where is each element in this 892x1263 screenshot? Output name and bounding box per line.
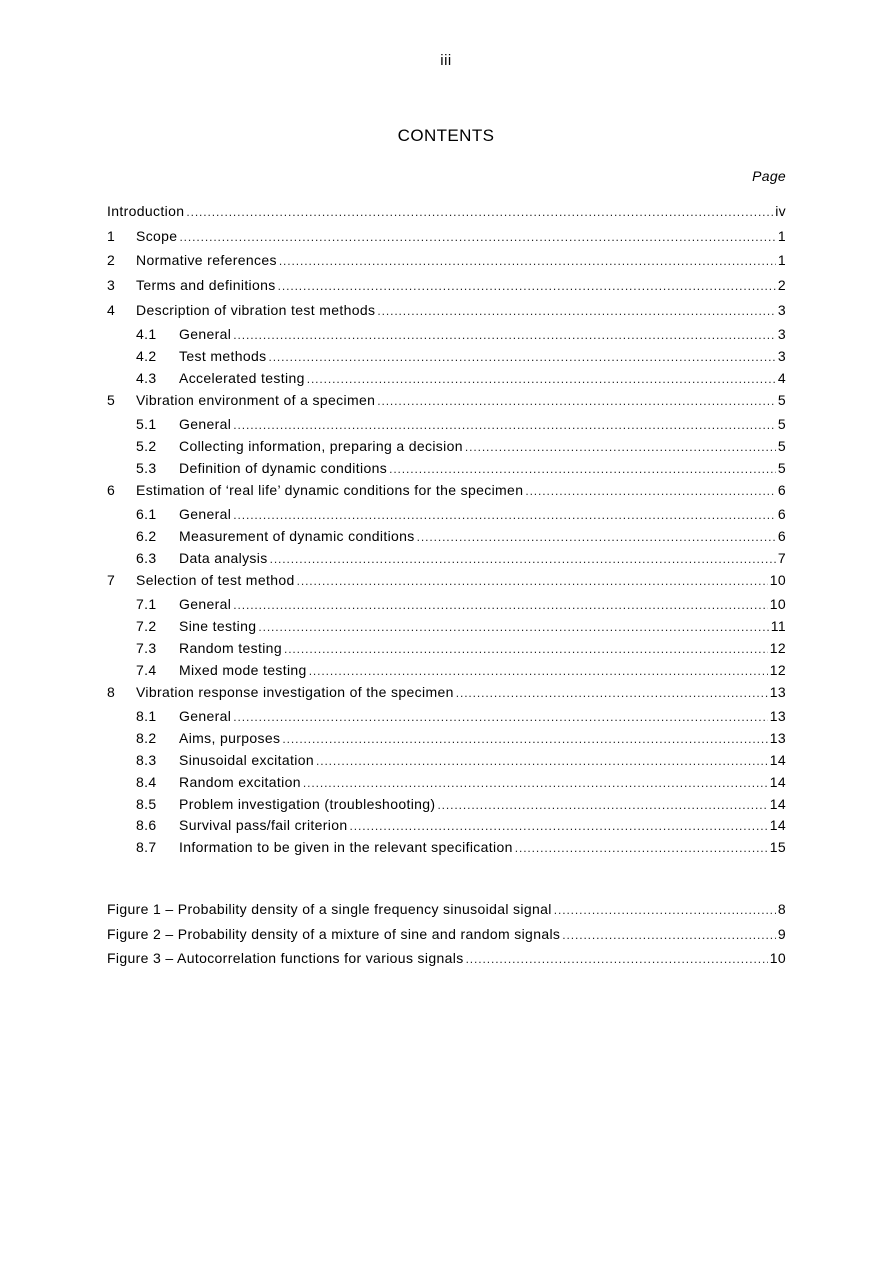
toc-entry[interactable]	[107, 639, 786, 657]
dot-leader	[233, 415, 776, 429]
figure-list-entry[interactable]	[107, 925, 786, 943]
toc-entry-page: 11	[770, 618, 786, 634]
toc-entry[interactable]	[107, 276, 786, 294]
toc-entry-title: Vibration response investigation of the specimen	[136, 684, 454, 700]
toc-entry[interactable]	[107, 617, 786, 635]
dot-leader	[417, 527, 776, 541]
dot-leader	[562, 925, 776, 939]
toc-entry-page: 12	[769, 640, 786, 656]
figure-list-entry[interactable]	[107, 900, 786, 918]
toc-entry[interactable]	[107, 816, 786, 834]
dot-leader	[377, 391, 776, 405]
toc-entry-title: General	[179, 326, 232, 342]
dot-leader	[309, 661, 768, 675]
toc-entry-title: General	[179, 708, 232, 724]
toc-entry[interactable]	[107, 459, 786, 477]
toc-entry[interactable]	[107, 391, 786, 409]
toc-entry-title: Random excitation	[179, 774, 301, 790]
toc-entry[interactable]	[107, 251, 786, 269]
toc-entry-number: 4.2	[136, 348, 157, 364]
toc-entry-title: Scope	[136, 228, 178, 244]
toc-entry-page: 3	[777, 348, 786, 364]
toc-entry-page: 10	[769, 572, 786, 588]
toc-entry[interactable]	[107, 838, 786, 856]
toc-entry-number: 8.3	[136, 752, 157, 768]
toc-entry-page: 1	[777, 252, 786, 268]
toc-entry-title: General	[179, 506, 232, 522]
toc-entry-page: 6	[777, 506, 786, 522]
dot-leader	[303, 773, 768, 787]
dot-leader	[437, 795, 767, 809]
page-column-label: Page	[752, 168, 786, 184]
toc-entry-page: 6	[777, 528, 786, 544]
toc-entry-page: 6	[777, 482, 786, 498]
toc-entry-title: Sine testing	[179, 618, 257, 634]
toc-entry-title: Selection of test method	[136, 572, 295, 588]
toc-entry-page: 7	[777, 550, 786, 566]
toc-entry[interactable]	[107, 415, 786, 433]
toc-entry[interactable]	[107, 369, 786, 387]
toc-entry-page: 5	[777, 416, 786, 432]
toc-entry-title: Introduction	[107, 203, 185, 219]
toc-entry-page: 12	[769, 662, 786, 678]
toc-entry-page: 14	[769, 817, 786, 833]
dot-leader	[179, 227, 775, 241]
toc-entry-page: 13	[769, 730, 786, 746]
toc-entry[interactable]	[107, 729, 786, 747]
toc-entry-title: General	[179, 416, 232, 432]
toc-entry-title: Definition of dynamic conditions	[179, 460, 388, 476]
toc-entry-title: Measurement of dynamic conditions	[179, 528, 415, 544]
toc-entry[interactable]	[107, 661, 786, 679]
dot-leader	[258, 617, 768, 631]
toc-entry[interactable]	[107, 571, 786, 589]
dot-leader	[297, 571, 768, 585]
dot-leader	[456, 683, 768, 697]
toc-entry-number: 7.4	[136, 662, 157, 678]
toc-entry[interactable]	[107, 751, 786, 769]
dot-leader	[515, 838, 768, 852]
toc-entry-title: Estimation of ‘real life’ dynamic conditions for the specimen	[136, 482, 524, 498]
toc-entry-number: 6.2	[136, 528, 157, 544]
toc-entry-page: 5	[777, 392, 786, 408]
toc-entry[interactable]	[107, 325, 786, 343]
dot-leader	[350, 816, 768, 830]
toc-entry-page: 14	[769, 796, 786, 812]
toc-entry-title: General	[179, 596, 232, 612]
toc-entry-number: 8.2	[136, 730, 157, 746]
dot-leader	[186, 202, 773, 216]
toc-entry-title: Description of vibration test methods	[136, 302, 376, 318]
toc-entry-page: 10	[769, 596, 786, 612]
toc-entry-title: Survival pass/fail criterion	[179, 817, 348, 833]
dot-leader	[233, 707, 767, 721]
toc-entry[interactable]	[107, 683, 786, 701]
toc-entry-page: iv	[775, 203, 786, 219]
dot-leader	[268, 347, 775, 361]
toc-entry[interactable]	[107, 301, 786, 319]
dot-leader	[377, 301, 775, 315]
dot-leader	[270, 549, 776, 563]
toc-entry-title: Aims, purposes	[179, 730, 281, 746]
toc-entry[interactable]	[107, 227, 786, 245]
contents-title: CONTENTS	[397, 126, 495, 145]
toc-entry-page: 4	[777, 370, 786, 386]
toc-entry-title: Data analysis	[179, 550, 268, 566]
figure-entry-page: 10	[769, 950, 786, 966]
toc-entry-title: Information to be given in the relevant specification	[179, 839, 513, 855]
toc-entry-page: 3	[777, 326, 786, 342]
figure-list-entry[interactable]	[107, 949, 786, 967]
toc-entry-title: Normative references	[136, 252, 277, 268]
toc-entry-title: Random testing	[179, 640, 282, 656]
toc-entry[interactable]	[107, 437, 786, 455]
toc-entry-page: 5	[777, 438, 786, 454]
dot-leader	[282, 729, 767, 743]
toc-entry-page: 2	[777, 277, 786, 293]
dot-leader	[465, 437, 776, 451]
toc-entry[interactable]	[107, 773, 786, 791]
toc-entry-title: Accelerated testing	[179, 370, 305, 386]
dot-leader	[279, 251, 776, 265]
toc-entry-page: 5	[777, 460, 786, 476]
figure-entry-title: Figure 1 – Probability density of a single frequency sinusoidal signal	[107, 901, 552, 917]
toc-entry-number: 5	[107, 392, 116, 408]
toc-entry[interactable]	[107, 505, 786, 523]
toc-entry[interactable]	[107, 595, 786, 613]
toc-entry-number: 8	[107, 684, 116, 700]
toc-entry-number: 7.1	[136, 596, 157, 612]
dot-leader	[307, 369, 776, 383]
toc-entry-number: 3	[107, 277, 116, 293]
toc-entry-title: Test methods	[179, 348, 267, 364]
toc-entry[interactable]	[107, 202, 786, 220]
figure-entry-title: Figure 3 – Autocorrelation functions for various signals	[107, 950, 464, 966]
figure-entry-page: 8	[777, 901, 786, 917]
dot-leader	[284, 639, 768, 653]
toc-entry-number: 1	[107, 228, 116, 244]
toc-entry-page: 14	[769, 774, 786, 790]
dot-leader	[525, 481, 776, 495]
dot-leader	[316, 751, 768, 765]
toc-entry-page: 13	[769, 684, 786, 700]
toc-entry[interactable]	[107, 527, 786, 545]
dot-leader	[233, 505, 776, 519]
toc-entry-title: Sinusoidal excitation	[179, 752, 314, 768]
toc-entry-title: Terms and definitions	[136, 277, 276, 293]
page-number: iii	[440, 52, 452, 69]
toc-entry[interactable]	[107, 707, 786, 725]
toc-entry-number: 4.3	[136, 370, 157, 386]
toc-entry-page: 3	[777, 302, 786, 318]
toc-entry-number: 8.7	[136, 839, 157, 855]
toc-entry-page: 1	[777, 228, 786, 244]
toc-entry[interactable]	[107, 795, 786, 813]
toc-entry-number: 5.3	[136, 460, 157, 476]
dot-leader	[278, 276, 776, 290]
toc-entry[interactable]	[107, 549, 786, 567]
toc-entry-number: 5.2	[136, 438, 157, 454]
toc-entry-number: 7.2	[136, 618, 157, 634]
figure-entry-page: 9	[777, 926, 786, 942]
toc-entry-title: Problem investigation (troubleshooting)	[179, 796, 436, 812]
dot-leader	[389, 459, 776, 473]
toc-entry-number: 8.6	[136, 817, 157, 833]
toc-entry-number: 2	[107, 252, 116, 268]
toc-entry-number: 8.5	[136, 796, 157, 812]
toc-entry-page: 14	[769, 752, 786, 768]
toc-entry-number: 6.1	[136, 506, 157, 522]
toc-entry-number: 4	[107, 302, 116, 318]
toc-entry-page: 13	[769, 708, 786, 724]
toc-entry-number: 5.1	[136, 416, 157, 432]
toc-entry-number: 7.3	[136, 640, 157, 656]
toc-entry-number: 6	[107, 482, 116, 498]
dot-leader	[466, 949, 768, 963]
toc-entry-number: 8.4	[136, 774, 157, 790]
toc-entry-title: Mixed mode testing	[179, 662, 307, 678]
dot-leader	[554, 900, 776, 914]
figure-entry-title: Figure 2 – Probability density of a mixture of sine and random signals	[107, 926, 561, 942]
toc-entry-page: 15	[769, 839, 786, 855]
toc-entry-number: 8.1	[136, 708, 157, 724]
dot-leader	[233, 325, 776, 339]
toc-entry-number: 7	[107, 572, 116, 588]
toc-entry-title: Vibration environment of a specimen	[136, 392, 376, 408]
toc-entry[interactable]	[107, 481, 786, 499]
toc-entry-number: 6.3	[136, 550, 157, 566]
toc-entry-title: Collecting information, preparing a decision	[179, 438, 463, 454]
toc-entry-number: 4.1	[136, 326, 157, 342]
toc-entry[interactable]	[107, 347, 786, 365]
dot-leader	[233, 595, 767, 609]
